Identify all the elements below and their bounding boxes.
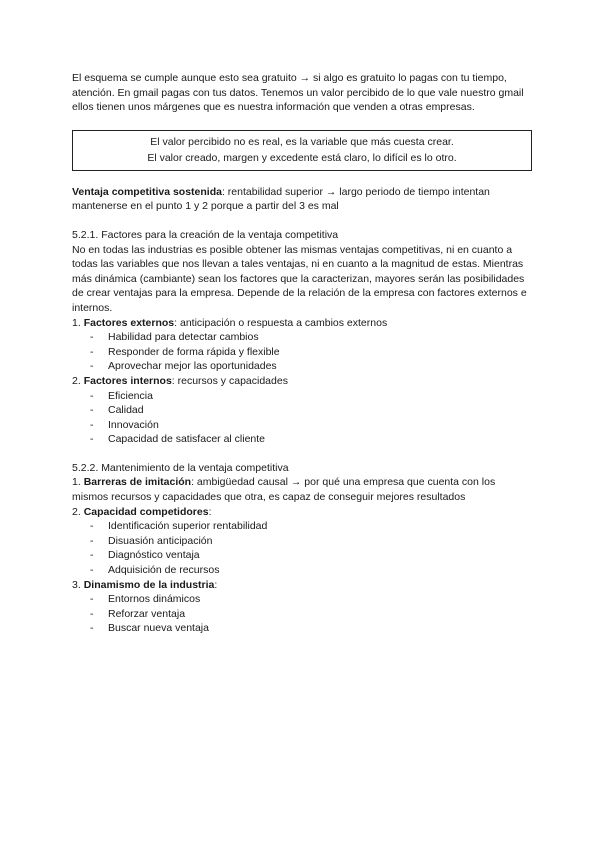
list-item: - Reforzar ventaja: [72, 607, 532, 622]
factores-externos-list: [72, 330, 532, 374]
list-item: - Eficiencia: [72, 389, 532, 404]
callout-box: [72, 130, 532, 171]
capacidad-competidores-term: Capacidad competidores: [83, 505, 209, 518]
dinamismo-industria-list: [72, 592, 532, 636]
callout-line-1: El valor percibido no es real, es la variable que más cuesta crear.: [150, 135, 454, 148]
list-item: - Responder de forma rápida y flexible: [72, 345, 532, 360]
factores-internos-term: Factores internos: [83, 374, 172, 387]
list-item: - Adquisición de recursos: [72, 563, 532, 578]
list-item: - Buscar nueva ventaja: [72, 621, 532, 636]
section-5-2-2-heading: 5.2.2. Mantenimiento de la ventaja competitiva: [72, 461, 289, 474]
document-page: [72, 71, 532, 636]
callout-line-2: El valor creado, margen y excedente está claro, lo difícil es lo otro.: [147, 151, 457, 164]
list-item: - Disuasión anticipación: [72, 534, 532, 549]
capacidad-competidores-list: [72, 519, 532, 577]
dinamismo-industria-line: 3. Dinamismo de la industria:: [72, 578, 218, 591]
ventaja-sostenida-paragraph: [72, 185, 532, 214]
dinamismo-industria-term: Dinamismo de la industria: [83, 578, 215, 591]
list-item: - Entornos dinámicos: [72, 592, 532, 607]
intro-paragraph: El esquema se cumple aunque esto sea gratuito → si algo es gratuito lo pagas con tu tiempo, atención. En gmail pagas con tus datos. Tenemos un valor percibido de lo que vale nuestro gmail ellos tienen unos márgenes que es nuestra información que venden a otras empresas.: [72, 72, 524, 114]
list-item: - Habilidad para detectar cambios: [72, 330, 532, 345]
list-item: - Capacidad de satisfacer al cliente: [72, 432, 532, 447]
section-5-2-1-paragraph: No en todas las industrias es posible obtener las mismas ventajas competitivas, ni en cuanto a todas las variables que nos llevan a tales ventajas, ni en cuanto a la magnitud de estas. Mientras más dinámica (cambiante) sean los factores que la caracterizan, mayores serán las posibilidades de crear ventajas para la empresa. Depende de la relación de la empresa con factores externos e internos.: [72, 243, 527, 314]
barreras-imitacion-term: Barreras de imitación: [83, 476, 192, 489]
section-5-2-1-heading: 5.2.1. Factores para la creación de la ventaja competitiva: [72, 228, 339, 241]
ventaja-term: Ventaja competitiva sostenida: [72, 185, 222, 198]
list-item: - Calidad: [72, 403, 532, 418]
list-item: - Aprovechar mejor las oportunidades: [72, 359, 532, 374]
barreras-imitacion-line: 1. Barreras de imitación: ambigüedad causal → por qué una empresa que cuenta con los mismos recursos y capacidades que otra, es capaz de conseguir mejores resultados: [72, 476, 496, 504]
list-item: - Innovación: [72, 418, 532, 433]
factores-externos-line: 1. Factores externos: anticipación o respuesta a cambios externos: [72, 316, 388, 329]
factores-internos-line: 2. Factores internos: recursos y capacidades: [72, 374, 288, 387]
ventaja-text: : rentabilidad superior → largo periodo de tiempo intentan mantenerse en el punto 1 y 2 porque a partir del 3 es mal: [72, 185, 490, 213]
list-item: - Diagnóstico ventaja: [72, 548, 532, 563]
list-item: - Identificación superior rentabilidad: [72, 519, 532, 534]
capacidad-competidores-line: 2. Capacidad competidores:: [72, 505, 212, 518]
factores-externos-term: Factores externos: [83, 316, 175, 329]
factores-internos-list: [72, 389, 532, 447]
